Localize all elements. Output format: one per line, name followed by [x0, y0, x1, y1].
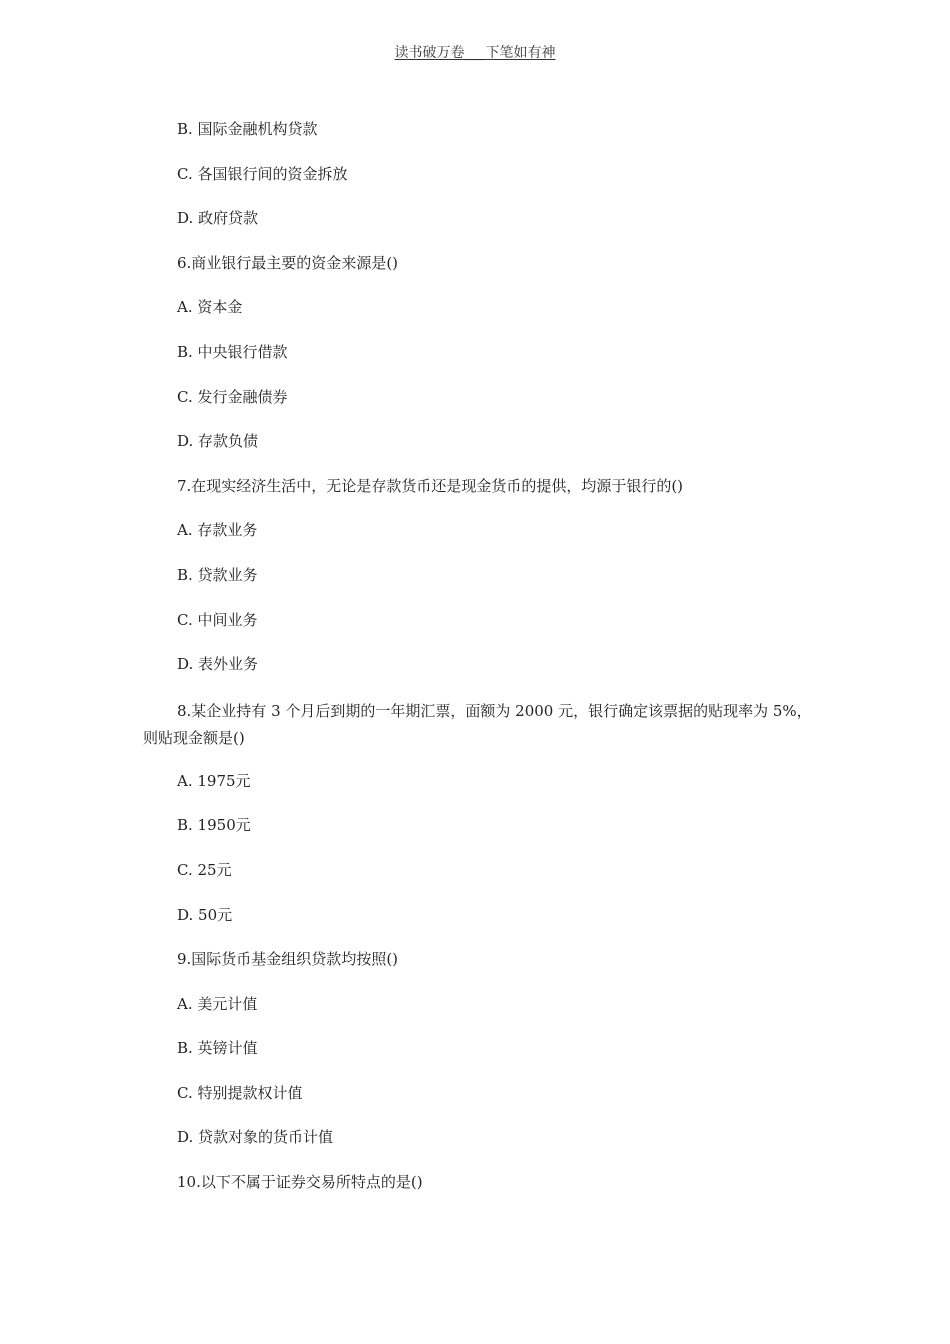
option-a-q9: A. 美元计值 [177, 994, 258, 1013]
header-text: 读书破万卷___下笔如有神 [394, 45, 556, 61]
option-c-q5: C. 各国银行间的资金拆放 [177, 164, 348, 183]
document-body [143, 118, 813, 1216]
option-a-q8: A. 1975元 [177, 771, 251, 790]
option-a-q7: A. 存款业务 [177, 521, 258, 540]
question-6: 6.商业银行最主要的资金来源是() [177, 253, 399, 272]
question-7: 7.在现实经济生活中，无论是存款货币还是现金货币的提供，均源于银行的() [177, 476, 684, 495]
option-c-q6: C. 发行金融债券 [177, 387, 288, 406]
option-d-q7: D. 表外业务 [177, 655, 259, 674]
option-b-q6: B. 中央银行借款 [177, 342, 288, 361]
option-d-q9: D. 贷款对象的货币计值 [177, 1128, 334, 1147]
option-b-q8: B. 1950元 [177, 816, 251, 835]
option-c-q8: C. 25元 [177, 860, 232, 879]
option-a-q6: A. 资本金 [177, 298, 243, 317]
page-header [0, 42, 950, 62]
option-d-q8: D. 50元 [177, 905, 233, 924]
option-d-q5: D. 政府贷款 [177, 209, 259, 228]
question-8: 8.某企业持有 3 个月后到期的一年期汇票，面额为 2000 元，银行确定该票据的贴现率为 5%，则贴现金额是() [143, 701, 812, 747]
option-c-q7: C. 中间业务 [177, 610, 258, 629]
option-b-q7: B. 贷款业务 [177, 565, 258, 584]
option-b-q9: B. 英镑计值 [177, 1039, 258, 1058]
option-b-q5: B. 国际金融机构贷款 [177, 120, 318, 138]
option-c-q9: C. 特别提款权计值 [177, 1083, 303, 1102]
question-10: 10.以下不属于证券交易所特点的是() [177, 1173, 423, 1192]
option-d-q6: D. 存款负债 [177, 432, 259, 451]
question-9: 9.国际货币基金组织贷款均按照() [177, 950, 399, 969]
